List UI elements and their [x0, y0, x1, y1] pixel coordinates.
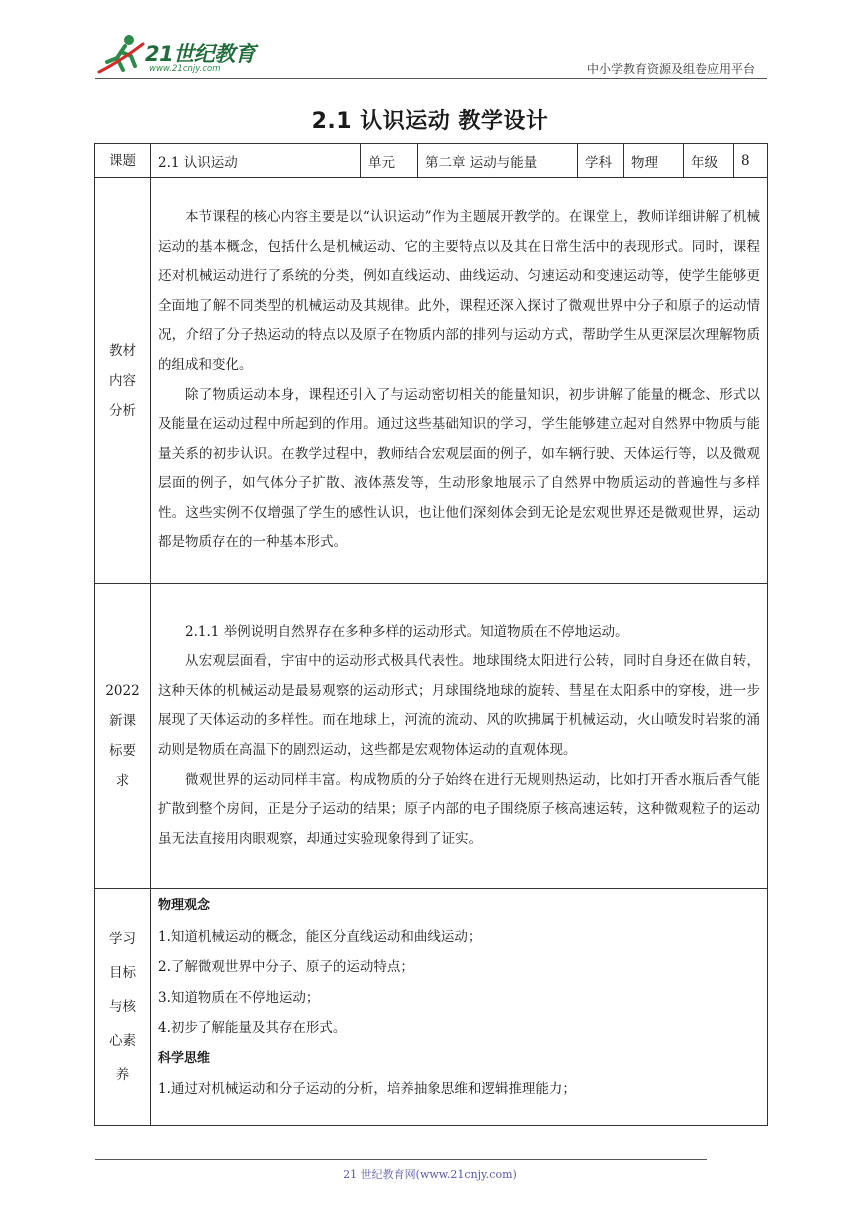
- footer-divider: [95, 1159, 707, 1160]
- logo-url: www.21cnjy.com: [149, 64, 221, 74]
- standards-row: [95, 584, 768, 889]
- objectives-label: 学习 目标 与核 心素 养: [95, 889, 151, 1126]
- objective-item: 2.了解微观世界中分子、原子的运动特点；: [158, 959, 414, 975]
- standards-paragraph: 微观世界的运动同样丰富。构成物质的分子始终在进行无规则热运动，比如打开香水瓶后香气能扩散到整个房间，正是分子运动的结果；原子内部的电子围绕原子核高速运转，这种微观粒子的运动虽无法直接用肉眼观察，却通过实验现象得到了证实。: [158, 771, 760, 847]
- scientific-thinking-heading: 科学思维: [158, 1050, 211, 1066]
- standards-paragraph: 从宏观层面看，宇宙中的运动形式极具代表性。地球围绕太阳进行公转，同时自身还在做自转，这种天体的机械运动是最易观察的运动形式；月球围绕地球的旋转、彗星在太阳系中的穿梭，进一步展现了天体运动的多样性。而在地球上，河流的流动、风的吹拂属于机械运动，火山喷发时岩浆的涌动则是物质在高温下的剧烈运动，这些都是宏观物体运动的直观体现。: [158, 653, 760, 758]
- standards-content: [151, 584, 768, 889]
- logo-text: 21世纪教育: [145, 42, 256, 66]
- platform-name: 中小学教育资源及组卷应用平台: [586, 62, 755, 76]
- topic-label: 课题: [95, 144, 151, 178]
- subject-label: 学科: [578, 144, 624, 178]
- objective-item: 1.通过对机械运动和分子运动的分析，培养抽象思维和逻辑推理能力；: [158, 1081, 576, 1097]
- page-footer: 21 世纪教育网(www.21cnjy.com): [343, 1168, 517, 1181]
- unit-label: 单元: [361, 144, 418, 178]
- standards-label: 2022 新课 标要 求: [95, 584, 151, 889]
- grade-value: 8: [734, 144, 768, 178]
- physics-concept-heading: 物理观念: [158, 898, 211, 913]
- objectives-row: [95, 889, 768, 1126]
- runner-logo-icon: [95, 32, 147, 76]
- grade-label: 年级: [684, 144, 734, 178]
- info-row: [95, 144, 768, 178]
- analysis-paragraph: 除了物质运动本身，课程还引入了与运动密切相关的能量知识，初步讲解了能量的概念、形式以及能量在运动过程中所起到的作用。通过这些基础知识的学习，学生能够建立起对自然界中物质与能量关系的初步认识。在教学过程中，教师结合宏观层面的例子，如车辆行驶、天体运行等，以及微观层面的例子，如气体分子扩散、液体蒸发等，生动形象地展示了自然界中物质运动的普遍性与多样性。这些实例不仅增强了学生的感性认识，也让他们深刻体会到无论是宏观世界还是微观世界，运动都是物质存在的一种基本形式。: [158, 386, 760, 551]
- analysis-row: [95, 178, 768, 584]
- logo: [95, 30, 265, 76]
- header-divider: [95, 78, 767, 79]
- objective-item: 3.知道物质在不停地运动；: [158, 989, 320, 1006]
- analysis-content: [151, 178, 768, 584]
- page-header: [95, 30, 767, 80]
- objectives-content: [151, 889, 768, 1126]
- page-title: 2.1 认识运动 教学设计: [311, 109, 549, 134]
- analysis-label: 教材 内容 分析: [95, 178, 151, 584]
- objective-item: 4.初步了解能量及其存在形式。: [158, 1020, 347, 1036]
- topic-value: 2.1 认识运动: [151, 144, 361, 178]
- standards-paragraph: 2.1.1 举例说明自然界存在多种多样的运动形式。知道物质在不停地运动。: [185, 623, 629, 640]
- subject-value: 物理: [624, 144, 684, 178]
- objective-item: 1.知道机械运动的概念，能区分直线运动和曲线运动；: [158, 928, 482, 945]
- analysis-paragraph: 本节课程的核心内容主要是以“认识运动”作为主题展开教学的。在课堂上，教师详细讲解了机械运动的基本概念，包括什么是机械运动、它的主要特点以及其在日常生活中的表现形式。同时，课程还对机械运动进行了系统的分类，例如直线运动、曲线运动、匀速运动和变速运动等，使学生能够更全面地了解不同类型的机械运动及其规律。此外，课程还深入探讨了微观世界中分子和原子的运动情况，介绍了分子热运动的特点以及原子在物质内部的排列与运动方式，帮助学生从更深层次理解物质的组成和变化。: [158, 208, 760, 373]
- lesson-design-table: [94, 143, 768, 1126]
- unit-value: 第二章 运动与能量: [418, 144, 578, 178]
